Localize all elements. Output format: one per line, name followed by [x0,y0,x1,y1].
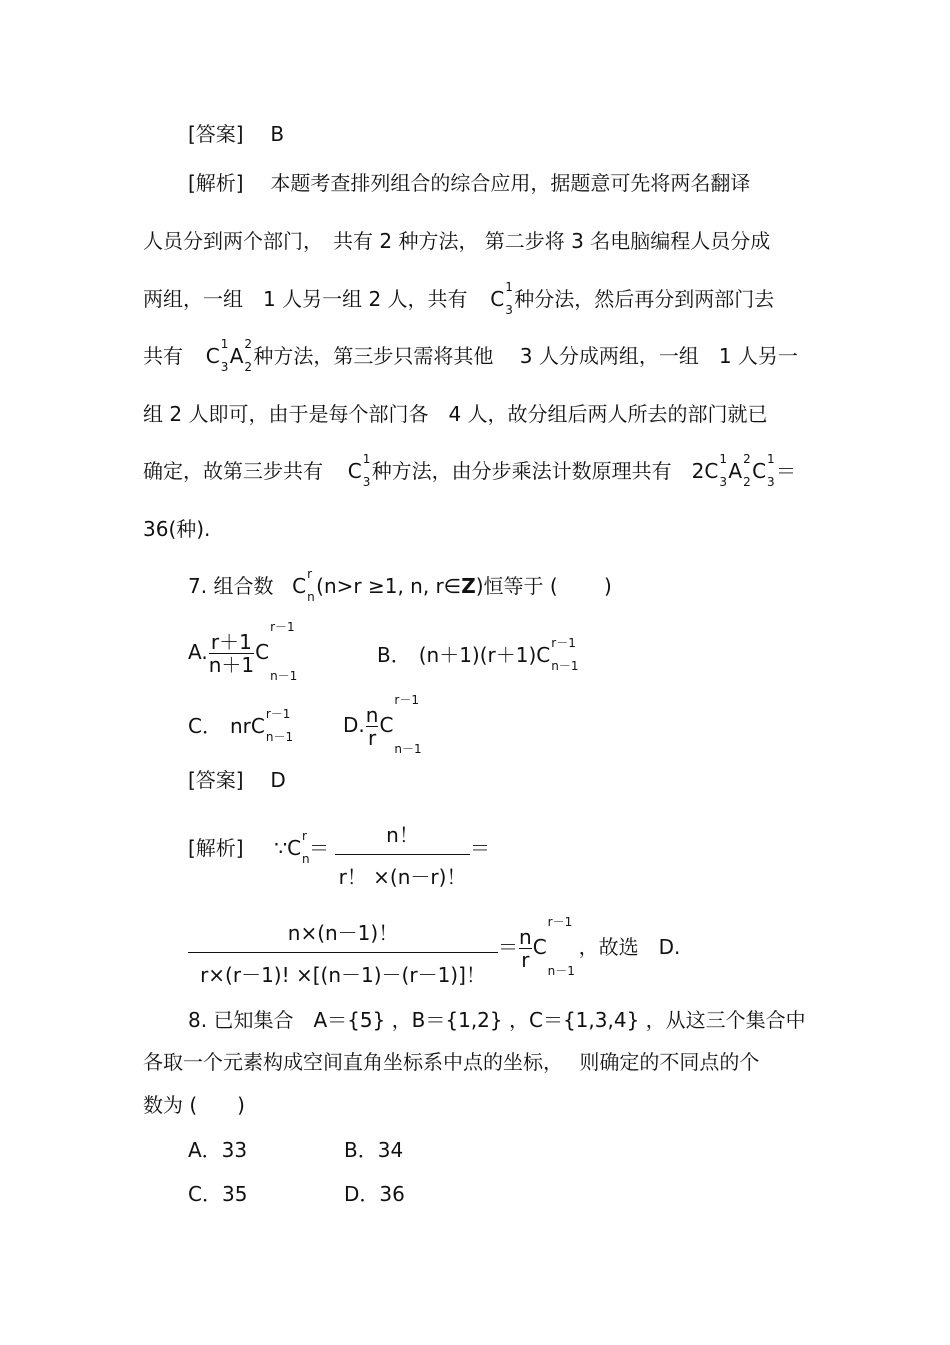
question-8-option-b: B．34 [344,1138,404,1162]
question-7-option-a [188,620,298,683]
question-7-analysis-tail [498,915,681,978]
text: 7. 组合数 [188,574,274,598]
text: (n>r ≥1, n, r∈ [316,574,462,598]
text: ＝ [776,459,797,483]
fraction: $\frac{r+1}{n+1}$ [208,630,255,677]
combination-symbol: C r n [292,567,315,604]
numerator: n×(n－1)！ [287,921,399,945]
analysis-tag: [解析] [188,836,244,860]
equals-sign: ＝ [470,836,490,860]
combination-symbol: C r－1 n－1 [379,693,422,756]
combination-symbol: C r－1 n－1 [250,707,294,744]
answer-line [188,122,284,146]
combination-symbol: C r－1 n－1 [536,636,579,673]
fraction-bar [335,854,470,855]
text: 种分法，然后再分到两部门去 [514,287,775,311]
denominator: r×(r－1)! ×[(n－1)－(r－1)]！ [200,963,486,987]
combination-symbol: C r－1 n－1 [255,620,298,683]
question-8-option-d: D．36 [344,1182,405,1206]
question-7-option-d [343,693,422,756]
text: )恒等于 ( ) [475,574,612,598]
combination-symbol: C 1 3 [490,280,513,317]
integer-set-symbol: Z [461,574,476,598]
arrangement-symbol: A 2 2 [229,337,253,374]
text: nr [229,714,251,738]
option-label: A. [188,640,208,664]
question-7-answer [188,768,286,792]
text: 种方法，由分步乘法计数原理共有 2 [371,459,705,483]
question-8-line-1: 8. 已知集合 A＝{5} ，B＝{1,2} ，C＝{1,3,4} ，从这三个集合中 [188,1008,806,1032]
analysis-line-4 [143,337,798,374]
combination-symbol: C 1 3 [347,452,371,489]
question-8-line-2: 各取一个元素构成空间直角坐标系中点的坐标， 则确定的不同点的个 [143,1050,760,1074]
analysis-line-6 [143,452,797,489]
question-8-option-a: A．33 [188,1138,248,1162]
answer-tag: [答案] [188,768,244,792]
factorial-fraction-1 [335,819,470,890]
question-7-stem [188,567,612,604]
option-label: C． [188,714,222,738]
text: 共有 [143,344,183,368]
analysis-line-1 [188,171,750,195]
text: 种方法，第三步只需将其他 3 人分成两组，一组 1 人另一 [253,344,798,368]
factorial-fraction-2 [188,917,498,988]
text: ，故选 D. [578,935,681,959]
question-7-analysis-lead [188,829,330,866]
analysis-tag: [解析] [188,171,244,195]
answer-value: D [270,768,286,792]
combination-symbol: C 1 3 [752,452,775,489]
text: 两组，一组 1 人另一组 2 人，共有 [143,287,468,311]
option-label: B． [377,643,411,667]
combination-symbol: C 1 3 [205,337,229,374]
analysis-line-7: 36(种). [143,517,211,541]
analysis-line-5: 组 2 人即可，由于是每个部门各 4 人，故分组后两人所去的部门就已 [143,402,768,426]
because-symbol: ∵ [274,836,288,860]
question-8-line-3: 数为 ( ) [143,1093,245,1117]
fraction: $\frac{n}{r}$ [365,703,379,750]
text: 确定，故第三步共有 [143,459,323,483]
answer-value: B [270,122,285,146]
combination-symbol: C r－1 n－1 [532,915,575,978]
analysis-text: 本题考查排列组合的综合应用，据题意可先将两名翻译 [270,171,751,195]
numerator: n！ [386,823,419,847]
question-8-option-c: C．35 [188,1182,248,1206]
equals-sign: ＝ [309,836,330,860]
arrangement-symbol: A 2 2 [728,452,751,489]
analysis-line-3 [143,280,775,317]
analysis-line-2: 人员分到两个部门， 共有 2 种方法， 第二步将 3 名电脑编程人员分成 [143,229,771,253]
option-label: D. [343,713,365,737]
denominator: r！ ×(n－r)！ [338,865,467,889]
question-7-option-b [377,636,579,673]
answer-tag: [答案] [188,122,244,146]
question-7-option-c [188,707,294,744]
equals-sign: ＝ [498,935,518,959]
combination-symbol: C r n [287,829,310,866]
text: (n＋1)(r＋1) [418,643,537,667]
fraction: $\frac{n}{r}$ [519,925,532,972]
fraction-bar [188,952,498,953]
combination-symbol: C 1 3 [704,452,728,489]
